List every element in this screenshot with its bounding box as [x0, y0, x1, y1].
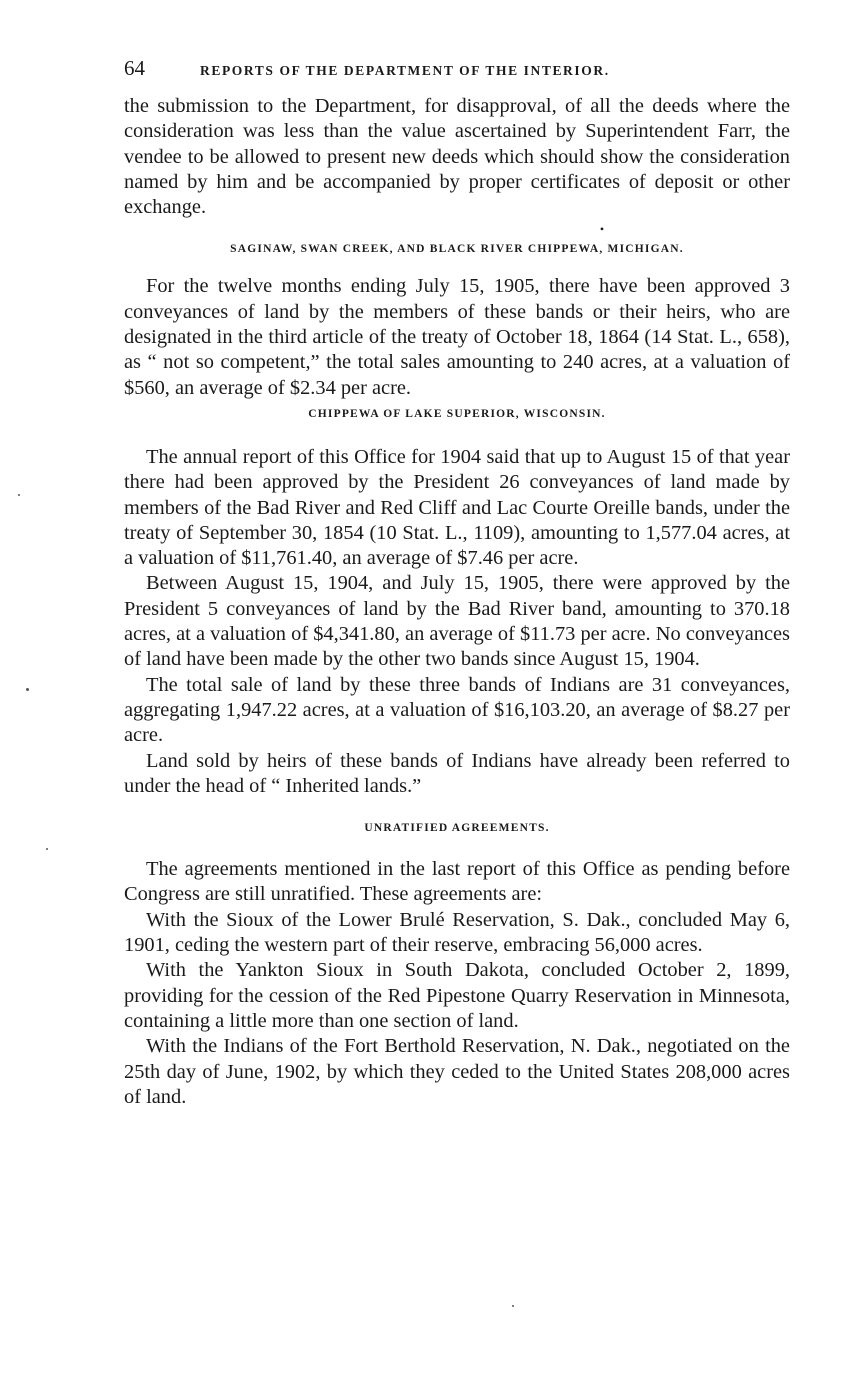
section-heading-saginaw: SAGINAW, SWAN CREEK, AND BLACK RIVER CHIPPEWA, MICHIGAN.	[230, 243, 684, 256]
agreements-paragraph-4: With the Indians of the Fort Berthold Reservation, N. Dak., negotiated on the 25th day of June, 1902, by which they ceded to the United States 208,000 acres of land.	[124, 1035, 790, 1108]
intro-paragraph: the submission to the Department, for disapproval, of all the deeds where the consideration was less than the value ascertained by Superintendent Farr, the vendee to be allowed to present new deeds which should show the consideration named by him and be accompanied by proper certificates of deposit or other exchange.	[124, 95, 790, 219]
chippewa-paragraph-1: The annual report of this Office for 1904 said that up to August 15 of that year there had been approved by the President 26 conveyances of land made by members of the Bad River and Red Cliff and Lac Courte Oreille bands, under the treaty of September 30, 1854 (10 Stat. L., 1109), amounting to 1,577.04 acres, at a valuation of $11,761.40, an average of $7.46 per acre.	[124, 445, 790, 570]
agreements-paragraph-2: With the Sioux of the Lower Brulé Reservation, S. Dak., concluded May 6, 1901, ceding the western part of their reserve, embracing 56,000 acres.	[124, 908, 790, 957]
chippewa-paragraph-2: Between August 15, 1904, and July 15, 1905, there were approved by the President 5 conveyances of land by the Bad River band, amounting to 370.18 acres, at a valuation of $4,341.80, an average of $11.73 per acre. No conveyances of land have been made by the other two bands since August 15, 1904.	[124, 572, 790, 671]
page-number: 64	[124, 56, 145, 80]
agreements-paragraph-3: With the Yankton Sioux in South Dakota, concluded October 2, 1899, providing for the cession of the Red Pipestone Quarry Reservation in Minnesota, containing a little more than one section of land.	[124, 959, 790, 1032]
running-header	[124, 56, 790, 90]
scan-speck	[512, 1305, 514, 1307]
chippewa-paragraph-4: Land sold by heirs of these bands of Indians have already been referred to under the head of “ Inherited lands.”	[124, 749, 790, 797]
agreements-paragraph-1: The agreements mentioned in the last report of this Office as pending before Congress are still unratified. These agreements are:	[124, 858, 790, 906]
section-heading-unratified-agreements: UNRATIFIED AGREEMENTS.	[364, 822, 550, 835]
scan-speck	[18, 494, 20, 496]
scan-speck	[26, 688, 29, 691]
scan-speck	[46, 848, 48, 850]
document-page	[124, 56, 790, 1110]
saginaw-paragraph: For the twelve months ending July 15, 1905, there have been approved 3 conveyances of land by the members of these bands or their heirs, who are designated in the third article of the treaty of October 18, 1864 (14 Stat. L., 658), as “ not so competent,” the total sales amounting to 240 acres, at a valuation of $560, an average of $2.34 per acre.	[124, 275, 790, 399]
running-title: REPORTS OF THE DEPARTMENT OF THE INTERIOR.	[200, 63, 610, 78]
section-heading-chippewa-lake-superior: CHIPPEWA OF LAKE SUPERIOR, WISCONSIN.	[308, 407, 606, 420]
chippewa-paragraph-3: The total sale of land by these three bands of Indians are 31 conveyances, aggregating 1,947.22 acres, at a valuation of $16,103.20, an average of $8.27 per acre.	[124, 673, 790, 747]
divider-dot: •	[599, 222, 605, 237]
